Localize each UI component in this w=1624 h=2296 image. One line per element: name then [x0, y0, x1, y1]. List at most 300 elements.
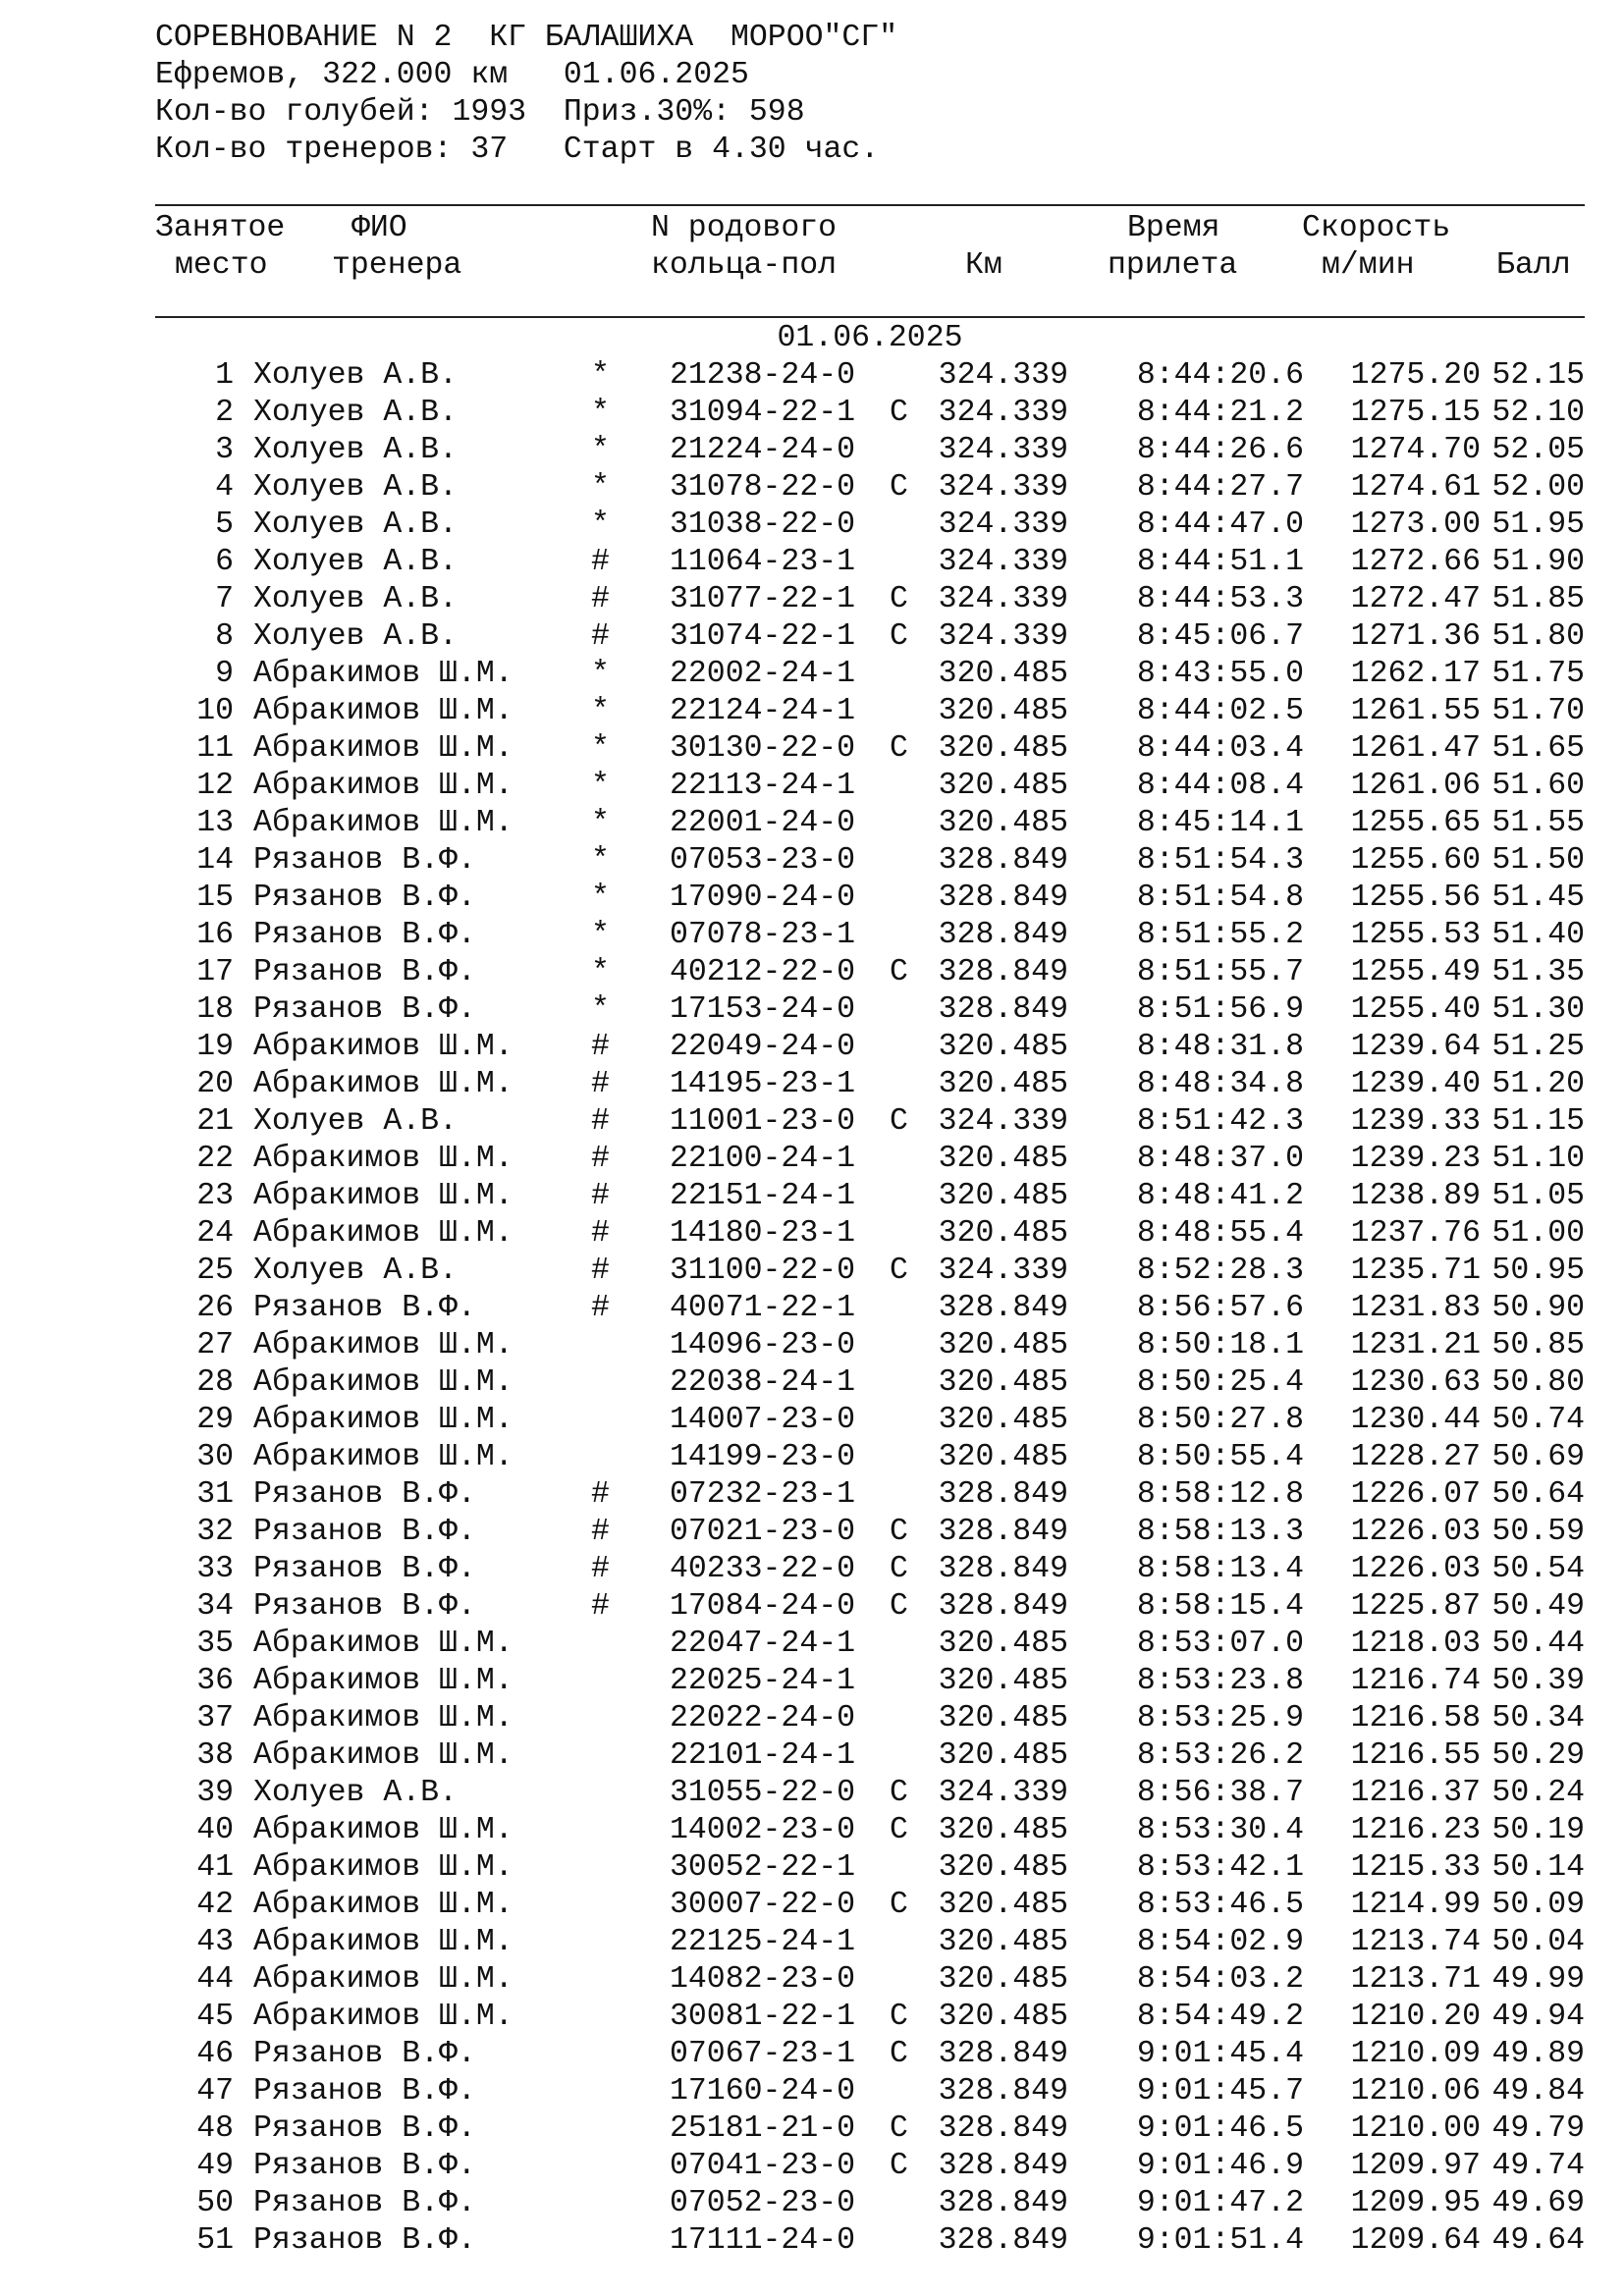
row-score: 51.05 [1491, 1179, 1585, 1213]
row-mark: * [591, 396, 610, 430]
row-speed: 1218.03 [1350, 1627, 1481, 1661]
row-time: 8:44:20.6 [1136, 358, 1304, 393]
row-time: 8:50:25.4 [1136, 1365, 1304, 1400]
row-trainer: Абракимов Ш.М. [253, 1701, 514, 1735]
row-place: 32 [196, 1515, 234, 1549]
row-km: 320.485 [938, 1850, 1068, 1885]
row-place: 47 [196, 2074, 234, 2109]
row-time: 8:54:03.2 [1136, 1962, 1304, 1997]
row-speed: 1237.76 [1350, 1216, 1481, 1251]
row-ring: 22022-24-0 [670, 1701, 856, 1735]
row-score: 49.74 [1491, 2149, 1585, 2183]
row-time: 8:58:13.4 [1136, 1552, 1304, 1586]
row-time: 8:48:37.0 [1136, 1142, 1304, 1176]
table-row [155, 1737, 1585, 1775]
row-place: 21 [196, 1104, 234, 1139]
row-km: 328.849 [938, 992, 1068, 1027]
row-score: 51.70 [1491, 694, 1585, 728]
row-place: 40 [196, 1813, 234, 1847]
row-speed: 1231.83 [1350, 1291, 1481, 1325]
row-speed: 1216.58 [1350, 1701, 1481, 1735]
row-mark: # [591, 1589, 610, 1624]
row-place: 25 [196, 1254, 234, 1288]
row-km: 320.485 [938, 1403, 1068, 1437]
row-trainer: Рязанов В.Ф. [253, 955, 476, 989]
row-place: 49 [196, 2149, 234, 2183]
row-ring: 31100-22-0 [670, 1254, 856, 1288]
row-ring: 22124-24-1 [670, 694, 856, 728]
row-place: 46 [196, 2037, 234, 2071]
table-row [155, 1439, 1585, 1476]
row-time: 8:51:42.3 [1136, 1104, 1304, 1139]
row-trainer: Рязанов В.Ф. [253, 1552, 476, 1586]
table-row [155, 1364, 1585, 1402]
row-place: 10 [196, 694, 234, 728]
row-time: 8:58:13.3 [1136, 1515, 1304, 1549]
row-c-flag: С [890, 2000, 908, 2034]
row-ring: 22113-24-1 [670, 769, 856, 803]
row-speed: 1235.71 [1350, 1254, 1481, 1288]
row-time: 8:44:27.7 [1136, 470, 1304, 505]
row-score: 50.69 [1491, 1440, 1585, 1474]
table-row [155, 1999, 1585, 2036]
row-score: 51.60 [1491, 769, 1585, 803]
row-c-flag: С [890, 2111, 908, 2146]
row-place: 38 [196, 1738, 234, 1773]
row-place: 14 [196, 843, 234, 878]
row-trainer: Холуев А.В. [253, 1104, 458, 1139]
row-trainer: Холуев А.В. [253, 433, 458, 467]
row-score: 50.74 [1491, 1403, 1585, 1437]
table-row [155, 1775, 1585, 1812]
row-speed: 1238.89 [1350, 1179, 1481, 1213]
row-score: 49.94 [1491, 2000, 1585, 2034]
row-ring: 22101-24-1 [670, 1738, 856, 1773]
table-row [155, 1849, 1585, 1887]
row-trainer: Абракимов Ш.М. [253, 1738, 514, 1773]
table-row [155, 618, 1585, 656]
row-score: 49.84 [1491, 2074, 1585, 2109]
table-row [155, 357, 1585, 395]
row-c-flag: С [890, 470, 908, 505]
row-time: 8:53:46.5 [1136, 1888, 1304, 1922]
row-time: 8:45:14.1 [1136, 806, 1304, 840]
trainer-count: Кол-во тренеров: 37 Старт в 4.30 час. [155, 133, 880, 167]
row-trainer: Абракимов Ш.М. [253, 769, 514, 803]
col-speed-line1: Скорость [1302, 211, 1451, 245]
row-score: 50.49 [1491, 1589, 1585, 1624]
row-trainer: Абракимов Ш.М. [253, 1925, 514, 1959]
row-place: 1 [215, 358, 234, 393]
row-place: 5 [215, 507, 234, 542]
table-row [155, 1551, 1585, 1588]
row-trainer: Рязанов В.Ф. [253, 2074, 476, 2109]
table-row [155, 805, 1585, 842]
row-place: 8 [215, 619, 234, 654]
table-row [155, 991, 1585, 1029]
row-trainer: Рязанов В.Ф. [253, 1477, 476, 1512]
table-row [155, 880, 1585, 917]
table-row [155, 469, 1585, 507]
row-place: 27 [196, 1328, 234, 1362]
row-place: 12 [196, 769, 234, 803]
row-c-flag: С [890, 582, 908, 616]
row-speed: 1210.20 [1350, 2000, 1481, 2034]
row-time: 8:53:42.1 [1136, 1850, 1304, 1885]
header-divider-top [155, 204, 1585, 206]
row-speed: 1209.95 [1350, 2186, 1481, 2220]
row-km: 328.849 [938, 1477, 1068, 1512]
row-ring: 17090-24-0 [670, 881, 856, 915]
pigeon-count: Кол-во голубей: 1993 Приз.30%: 598 [155, 95, 805, 130]
row-speed: 1272.47 [1350, 582, 1481, 616]
row-score: 51.85 [1491, 582, 1585, 616]
row-place: 39 [196, 1776, 234, 1810]
row-place: 50 [196, 2186, 234, 2220]
row-score: 50.85 [1491, 1328, 1585, 1362]
table-row [155, 2036, 1585, 2073]
row-mark: # [591, 1179, 610, 1213]
row-time: 8:51:55.2 [1136, 918, 1304, 952]
row-time: 8:52:28.3 [1136, 1254, 1304, 1288]
row-mark: # [591, 1515, 610, 1549]
row-trainer: Холуев А.В. [253, 619, 458, 654]
row-c-flag: С [890, 955, 908, 989]
row-trainer: Абракимов Ш.М. [253, 1142, 514, 1176]
row-km: 328.849 [938, 843, 1068, 878]
row-speed: 1275.20 [1350, 358, 1481, 393]
row-score: 50.39 [1491, 1664, 1585, 1698]
table-row [155, 1327, 1585, 1364]
row-score: 50.59 [1491, 1515, 1585, 1549]
row-place: 3 [215, 433, 234, 467]
row-place: 45 [196, 2000, 234, 2034]
table-row [155, 1476, 1585, 1514]
row-place: 16 [196, 918, 234, 952]
row-ring: 14007-23-0 [670, 1403, 856, 1437]
row-time: 8:53:23.8 [1136, 1664, 1304, 1698]
row-km: 328.849 [938, 1552, 1068, 1586]
row-score: 51.15 [1491, 1104, 1585, 1139]
row-time: 8:44:21.2 [1136, 396, 1304, 430]
row-score: 51.50 [1491, 843, 1585, 878]
row-place: 15 [196, 881, 234, 915]
row-trainer: Абракимов Ш.М. [253, 731, 514, 766]
table-row [155, 1887, 1585, 1924]
row-km: 324.339 [938, 1104, 1068, 1139]
row-score: 51.00 [1491, 1216, 1585, 1251]
row-place: 35 [196, 1627, 234, 1661]
row-trainer: Абракимов Ш.М. [253, 1627, 514, 1661]
row-km: 324.339 [938, 358, 1068, 393]
row-score: 49.79 [1491, 2111, 1585, 2146]
row-mark: * [591, 433, 610, 467]
row-km: 320.485 [938, 769, 1068, 803]
row-speed: 1213.71 [1350, 1962, 1481, 1997]
row-speed: 1262.17 [1350, 657, 1481, 691]
row-place: 44 [196, 1962, 234, 1997]
row-score: 51.45 [1491, 881, 1585, 915]
row-speed: 1274.70 [1350, 433, 1481, 467]
row-km: 320.485 [938, 1888, 1068, 1922]
row-ring: 22125-24-1 [670, 1925, 856, 1959]
row-km: 324.339 [938, 545, 1068, 579]
competition-title: СОРЕВНОВАНИЕ N 2 КГ БАЛАШИХА МОРОО"СГ" [155, 21, 898, 55]
row-time: 8:51:54.8 [1136, 881, 1304, 915]
row-ring: 22100-24-1 [670, 1142, 856, 1176]
row-time: 8:53:30.4 [1136, 1813, 1304, 1847]
row-ring: 07078-23-1 [670, 918, 856, 952]
row-score: 50.19 [1491, 1813, 1585, 1847]
row-score: 51.80 [1491, 619, 1585, 654]
row-km: 324.339 [938, 433, 1068, 467]
col-name-line2: тренера [332, 248, 462, 283]
table-row [155, 1812, 1585, 1849]
row-trainer: Абракимов Ш.М. [253, 1850, 514, 1885]
row-km: 328.849 [938, 2074, 1068, 2109]
table-row [155, 1514, 1585, 1551]
row-speed: 1239.40 [1350, 1067, 1481, 1101]
row-km: 320.485 [938, 1067, 1068, 1101]
row-km: 324.339 [938, 1254, 1068, 1288]
col-place-line2: место [175, 248, 268, 283]
table-row [155, 432, 1585, 469]
row-km: 324.339 [938, 1776, 1068, 1810]
row-ring: 21224-24-0 [670, 433, 856, 467]
row-time: 9:01:46.9 [1136, 2149, 1304, 2183]
row-time: 8:50:55.4 [1136, 1440, 1304, 1474]
row-time: 8:43:55.0 [1136, 657, 1304, 691]
row-ring: 31038-22-0 [670, 507, 856, 542]
table-row [155, 1402, 1585, 1439]
row-trainer: Холуев А.В. [253, 1776, 458, 1810]
table-row [155, 2185, 1585, 2222]
row-km: 324.339 [938, 619, 1068, 654]
row-mark: # [591, 1291, 610, 1325]
row-km: 320.485 [938, 806, 1068, 840]
row-score: 49.99 [1491, 1962, 1585, 1997]
table-row [155, 1290, 1585, 1327]
table-row [155, 1961, 1585, 1999]
row-speed: 1261.06 [1350, 769, 1481, 803]
row-time: 8:50:18.1 [1136, 1328, 1304, 1362]
row-km: 320.485 [938, 657, 1068, 691]
row-speed: 1231.21 [1350, 1328, 1481, 1362]
row-score: 50.09 [1491, 1888, 1585, 1922]
row-mark: # [591, 619, 610, 654]
row-time: 8:54:49.2 [1136, 2000, 1304, 2034]
row-time: 8:48:41.2 [1136, 1179, 1304, 1213]
row-mark: # [591, 582, 610, 616]
row-ring: 07053-23-0 [670, 843, 856, 878]
row-ring: 14195-23-1 [670, 1067, 856, 1101]
row-speed: 1228.27 [1350, 1440, 1481, 1474]
row-score: 51.90 [1491, 545, 1585, 579]
row-time: 8:51:55.7 [1136, 955, 1304, 989]
table-row [155, 507, 1585, 544]
row-speed: 1239.33 [1350, 1104, 1481, 1139]
row-ring: 22001-24-0 [670, 806, 856, 840]
row-trainer: Абракимов Ш.М. [253, 806, 514, 840]
row-trainer: Абракимов Ш.М. [253, 657, 514, 691]
row-mark: * [591, 657, 610, 691]
col-place-line1: Занятое [155, 211, 286, 245]
col-time-line1: Время [1127, 211, 1220, 245]
row-time: 8:58:15.4 [1136, 1589, 1304, 1624]
row-trainer: Абракимов Ш.М. [253, 1067, 514, 1101]
row-ring: 31077-22-1 [670, 582, 856, 616]
row-ring: 14082-23-0 [670, 1962, 856, 1997]
row-mark: * [591, 843, 610, 878]
row-km: 328.849 [938, 918, 1068, 952]
row-place: 34 [196, 1589, 234, 1624]
row-c-flag: С [890, 1776, 908, 1810]
row-ring: 07052-23-0 [670, 2186, 856, 2220]
row-ring: 31055-22-0 [670, 1776, 856, 1810]
row-trainer: Рязанов В.Ф. [253, 2186, 476, 2220]
table-row [155, 1029, 1585, 1066]
row-place: 37 [196, 1701, 234, 1735]
row-ring: 40233-22-0 [670, 1552, 856, 1586]
row-ring: 22049-24-0 [670, 1030, 856, 1064]
row-mark: # [591, 1216, 610, 1251]
row-place: 51 [196, 2223, 234, 2258]
row-km: 328.849 [938, 2223, 1068, 2258]
row-speed: 1255.56 [1350, 881, 1481, 915]
col-ring-line1: N родового [651, 211, 838, 245]
row-place: 36 [196, 1664, 234, 1698]
col-name-line1: ФИО [352, 211, 407, 245]
row-trainer: Рязанов В.Ф. [253, 1515, 476, 1549]
row-score: 50.64 [1491, 1477, 1585, 1512]
row-speed: 1261.47 [1350, 731, 1481, 766]
row-place: 20 [196, 1067, 234, 1101]
row-trainer: Абракимов Ш.М. [253, 1328, 514, 1362]
row-mark: # [591, 1477, 610, 1512]
row-c-flag: С [890, 1589, 908, 1624]
row-place: 17 [196, 955, 234, 989]
row-speed: 1209.97 [1350, 2149, 1481, 2183]
row-time: 9:01:51.4 [1136, 2223, 1304, 2258]
row-score: 49.89 [1491, 2037, 1585, 2071]
row-ring: 07021-23-0 [670, 1515, 856, 1549]
row-speed: 1216.37 [1350, 1776, 1481, 1810]
table-row [155, 1663, 1585, 1700]
table-row [155, 1141, 1585, 1178]
row-time: 8:44:02.5 [1136, 694, 1304, 728]
row-trainer: Рязанов В.Ф. [253, 2149, 476, 2183]
row-km: 320.485 [938, 1440, 1068, 1474]
row-score: 49.69 [1491, 2186, 1585, 2220]
col-score: Балл [1496, 248, 1571, 283]
row-km: 320.485 [938, 731, 1068, 766]
row-score: 50.90 [1491, 1291, 1585, 1325]
row-trainer: Рязанов В.Ф. [253, 2037, 476, 2071]
row-c-flag: С [890, 2149, 908, 2183]
row-speed: 1216.23 [1350, 1813, 1481, 1847]
row-km: 320.485 [938, 1813, 1068, 1847]
row-mark: # [591, 1067, 610, 1101]
row-place: 19 [196, 1030, 234, 1064]
row-trainer: Холуев А.В. [253, 507, 458, 542]
row-ring: 30081-22-1 [670, 2000, 856, 2034]
row-speed: 1230.63 [1350, 1365, 1481, 1400]
row-time: 8:44:47.0 [1136, 507, 1304, 542]
row-ring: 07232-23-1 [670, 1477, 856, 1512]
results-document [155, 20, 1585, 169]
row-speed: 1255.53 [1350, 918, 1481, 952]
row-c-flag: С [890, 1813, 908, 1847]
row-speed: 1216.74 [1350, 1664, 1481, 1698]
row-mark: * [591, 881, 610, 915]
row-score: 51.20 [1491, 1067, 1585, 1101]
table-row [155, 2222, 1585, 2260]
report-header [155, 20, 1585, 169]
row-km: 320.485 [938, 1328, 1068, 1362]
row-score: 52.10 [1491, 396, 1585, 430]
row-trainer: Абракимов Ш.М. [253, 1664, 514, 1698]
row-time: 8:56:38.7 [1136, 1776, 1304, 1810]
row-score: 51.55 [1491, 806, 1585, 840]
header-divider-bottom [155, 316, 1585, 318]
row-time: 8:58:12.8 [1136, 1477, 1304, 1512]
row-score: 50.34 [1491, 1701, 1585, 1735]
row-trainer: Рязанов В.Ф. [253, 2223, 476, 2258]
row-ring: 22038-24-1 [670, 1365, 856, 1400]
row-score: 51.10 [1491, 1142, 1585, 1176]
col-speed-line2: м/мин [1322, 248, 1415, 283]
row-km: 320.485 [938, 1179, 1068, 1213]
row-score: 50.04 [1491, 1925, 1585, 1959]
row-speed: 1210.09 [1350, 2037, 1481, 2071]
row-c-flag: С [890, 1888, 908, 1922]
row-score: 50.14 [1491, 1850, 1585, 1885]
row-score: 50.24 [1491, 1776, 1585, 1810]
row-mark: * [591, 470, 610, 505]
row-place: 28 [196, 1365, 234, 1400]
row-speed: 1226.07 [1350, 1477, 1481, 1512]
table-row [155, 656, 1585, 693]
table-row [155, 1215, 1585, 1253]
row-ring: 21238-24-0 [670, 358, 856, 393]
row-speed: 1255.40 [1350, 992, 1481, 1027]
row-place: 13 [196, 806, 234, 840]
row-km: 328.849 [938, 1589, 1068, 1624]
row-score: 50.29 [1491, 1738, 1585, 1773]
row-ring: 17153-24-0 [670, 992, 856, 1027]
row-time: 9:01:46.5 [1136, 2111, 1304, 2146]
date-group-header: 01.06.2025 [777, 321, 963, 355]
row-ring: 40212-22-0 [670, 955, 856, 989]
row-speed: 1261.55 [1350, 694, 1481, 728]
table-row [155, 1253, 1585, 1290]
row-speed: 1215.33 [1350, 1850, 1481, 1885]
table-row [155, 1700, 1585, 1737]
table-row [155, 1178, 1585, 1215]
row-km: 328.849 [938, 1515, 1068, 1549]
row-trainer: Абракимов Ш.М. [253, 694, 514, 728]
table-row [155, 730, 1585, 768]
row-trainer: Абракимов Ш.М. [253, 1030, 514, 1064]
row-km: 328.849 [938, 2037, 1068, 2071]
results-table [155, 320, 1585, 2264]
row-ring: 25181-21-0 [670, 2111, 856, 2146]
row-trainer: Рязанов В.Ф. [253, 918, 476, 952]
row-trainer: Абракимов Ш.М. [253, 1403, 514, 1437]
row-trainer: Абракимов Ш.М. [253, 1962, 514, 1997]
row-km: 320.485 [938, 2000, 1068, 2034]
row-score: 51.75 [1491, 657, 1585, 691]
